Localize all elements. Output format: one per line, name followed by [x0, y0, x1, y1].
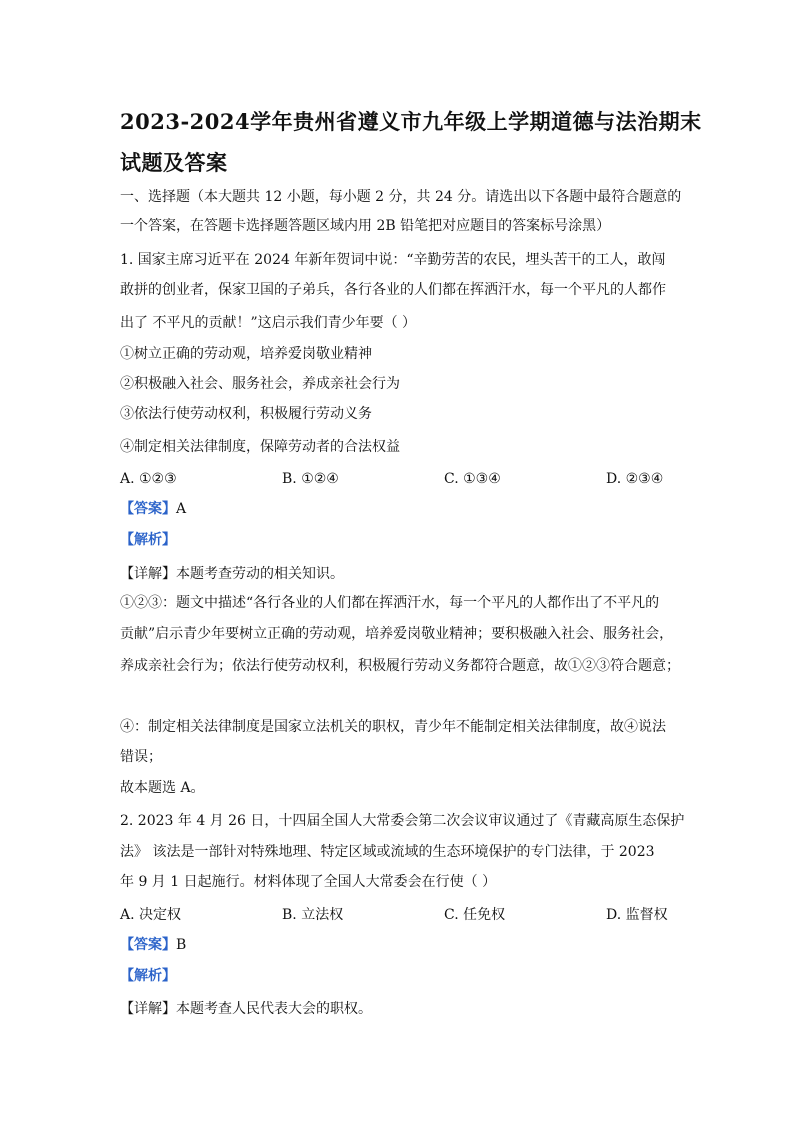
q2-analysis [120, 967, 176, 985]
q1-explanation-line-5: 错误； [120, 749, 162, 765]
document-title-line-1: 2023-2024学年贵州省遵义市九年级上学期道德与法治期末 [120, 109, 702, 134]
q1-analysis-tag: 【解析】 [120, 532, 176, 548]
q1-explanation-line-4: ④：制定相关法律制度是国家立法机关的职权，青少年不能制定相关法律制度，故④说法 [120, 719, 666, 735]
q2-detail-text: 本题考查人民代表大会的职权。 [176, 1001, 372, 1017]
q1-explanation-line-1: ①②③：题文中描述“各行各业的人们都在挥洒汗水，每一个平凡的人都作出了不平凡的 [120, 595, 660, 611]
q2-stem-line-1: 2. 2023 年 4 月 26 日，十四届全国人大常委会第二次会议审议通过了《青藏高原生态保护 [120, 813, 685, 829]
q2-detail [120, 1000, 372, 1018]
q1-answer-tag: 【答案】 [120, 501, 176, 517]
q1-detail-tag: 【详解】 [120, 566, 176, 582]
section-header-line-2: 一个答案，在答题卡选择题答题区域内用 2B 铅笔把对应题目的答案标号涂黑） [120, 218, 611, 234]
q1-explanation-line-3: 养成亲社会行为；依法行使劳动权利，积极履行劳动义务都符合题意，故①②③符合题意； [120, 658, 680, 674]
q2-stem-line-3: 年 9 月 1 日起施行。材料体现了全国人大常委会在行使（ ） [120, 874, 497, 890]
document-title-line-2: 试题及答案 [120, 150, 228, 175]
q1-option-b: B. ①②④ [282, 471, 339, 487]
q1-option-a: A. ①②③ [120, 471, 177, 487]
q1-option-c: C. ①③④ [444, 471, 501, 487]
q1-conclusion: 故本题选 A。 [120, 780, 205, 796]
q2-detail-tag: 【详解】 [120, 1001, 176, 1017]
section-header-line-1: 一、选择题（本大题共 12 小题，每小题 2 分，共 24 分。请选出以下各题中最符合题意的 [120, 189, 682, 205]
q1-answer [120, 500, 186, 518]
q1-detail [120, 565, 344, 583]
q1-statement-4: ④制定相关法律制度，保障劳动者的合法权益 [120, 439, 400, 455]
q1-answer-value: A [176, 501, 187, 517]
q1-statement-3: ③依法行使劳动权利，积极履行劳动义务 [120, 406, 372, 422]
q1-statement-2: ②积极融入社会、服务社会，养成亲社会行为 [120, 376, 400, 392]
q2-answer [120, 936, 186, 954]
q1-detail-text: 本题考查劳动的相关知识。 [176, 566, 344, 582]
q1-stem-line-1: 1. 国家主席习近平在 2024 年新年贺词中说：“辛勤劳苦的农民，埋头苦干的工人，敢闯 [120, 252, 666, 268]
q1-option-d: D. ②③④ [606, 471, 664, 487]
q2-option-d: D. 监督权 [606, 907, 668, 923]
q2-answer-tag: 【答案】 [120, 937, 176, 953]
q2-option-c: C. 任免权 [444, 907, 506, 923]
q1-analysis [120, 531, 176, 549]
q2-option-a: A. 决定权 [120, 907, 182, 923]
q1-explanation-line-2: 贡献”启示青少年要树立正确的劳动观，培养爱岗敬业精神；要积极融入社会、服务社会， [120, 626, 674, 642]
q2-stem-line-2: 法》 该法是一部针对特殊地理、特定区域或流域的生态环境保护的专门法律，于 2023 [120, 844, 655, 860]
q2-analysis-tag: 【解析】 [120, 968, 176, 984]
q1-stem-line-2: 敢拼的创业者，保家卫国的子弟兵，各行各业的人们都在挥洒汗水，每一个平凡的人都作 [120, 282, 666, 298]
q1-statement-1: ①树立正确的劳动观，培养爱岗敬业精神 [120, 346, 372, 362]
q2-answer-value: B [176, 937, 187, 953]
q2-option-b: B. 立法权 [282, 907, 344, 923]
q1-stem-line-3: 出了 不平凡的贡献！”这启示我们青少年要（ ） [120, 315, 417, 331]
